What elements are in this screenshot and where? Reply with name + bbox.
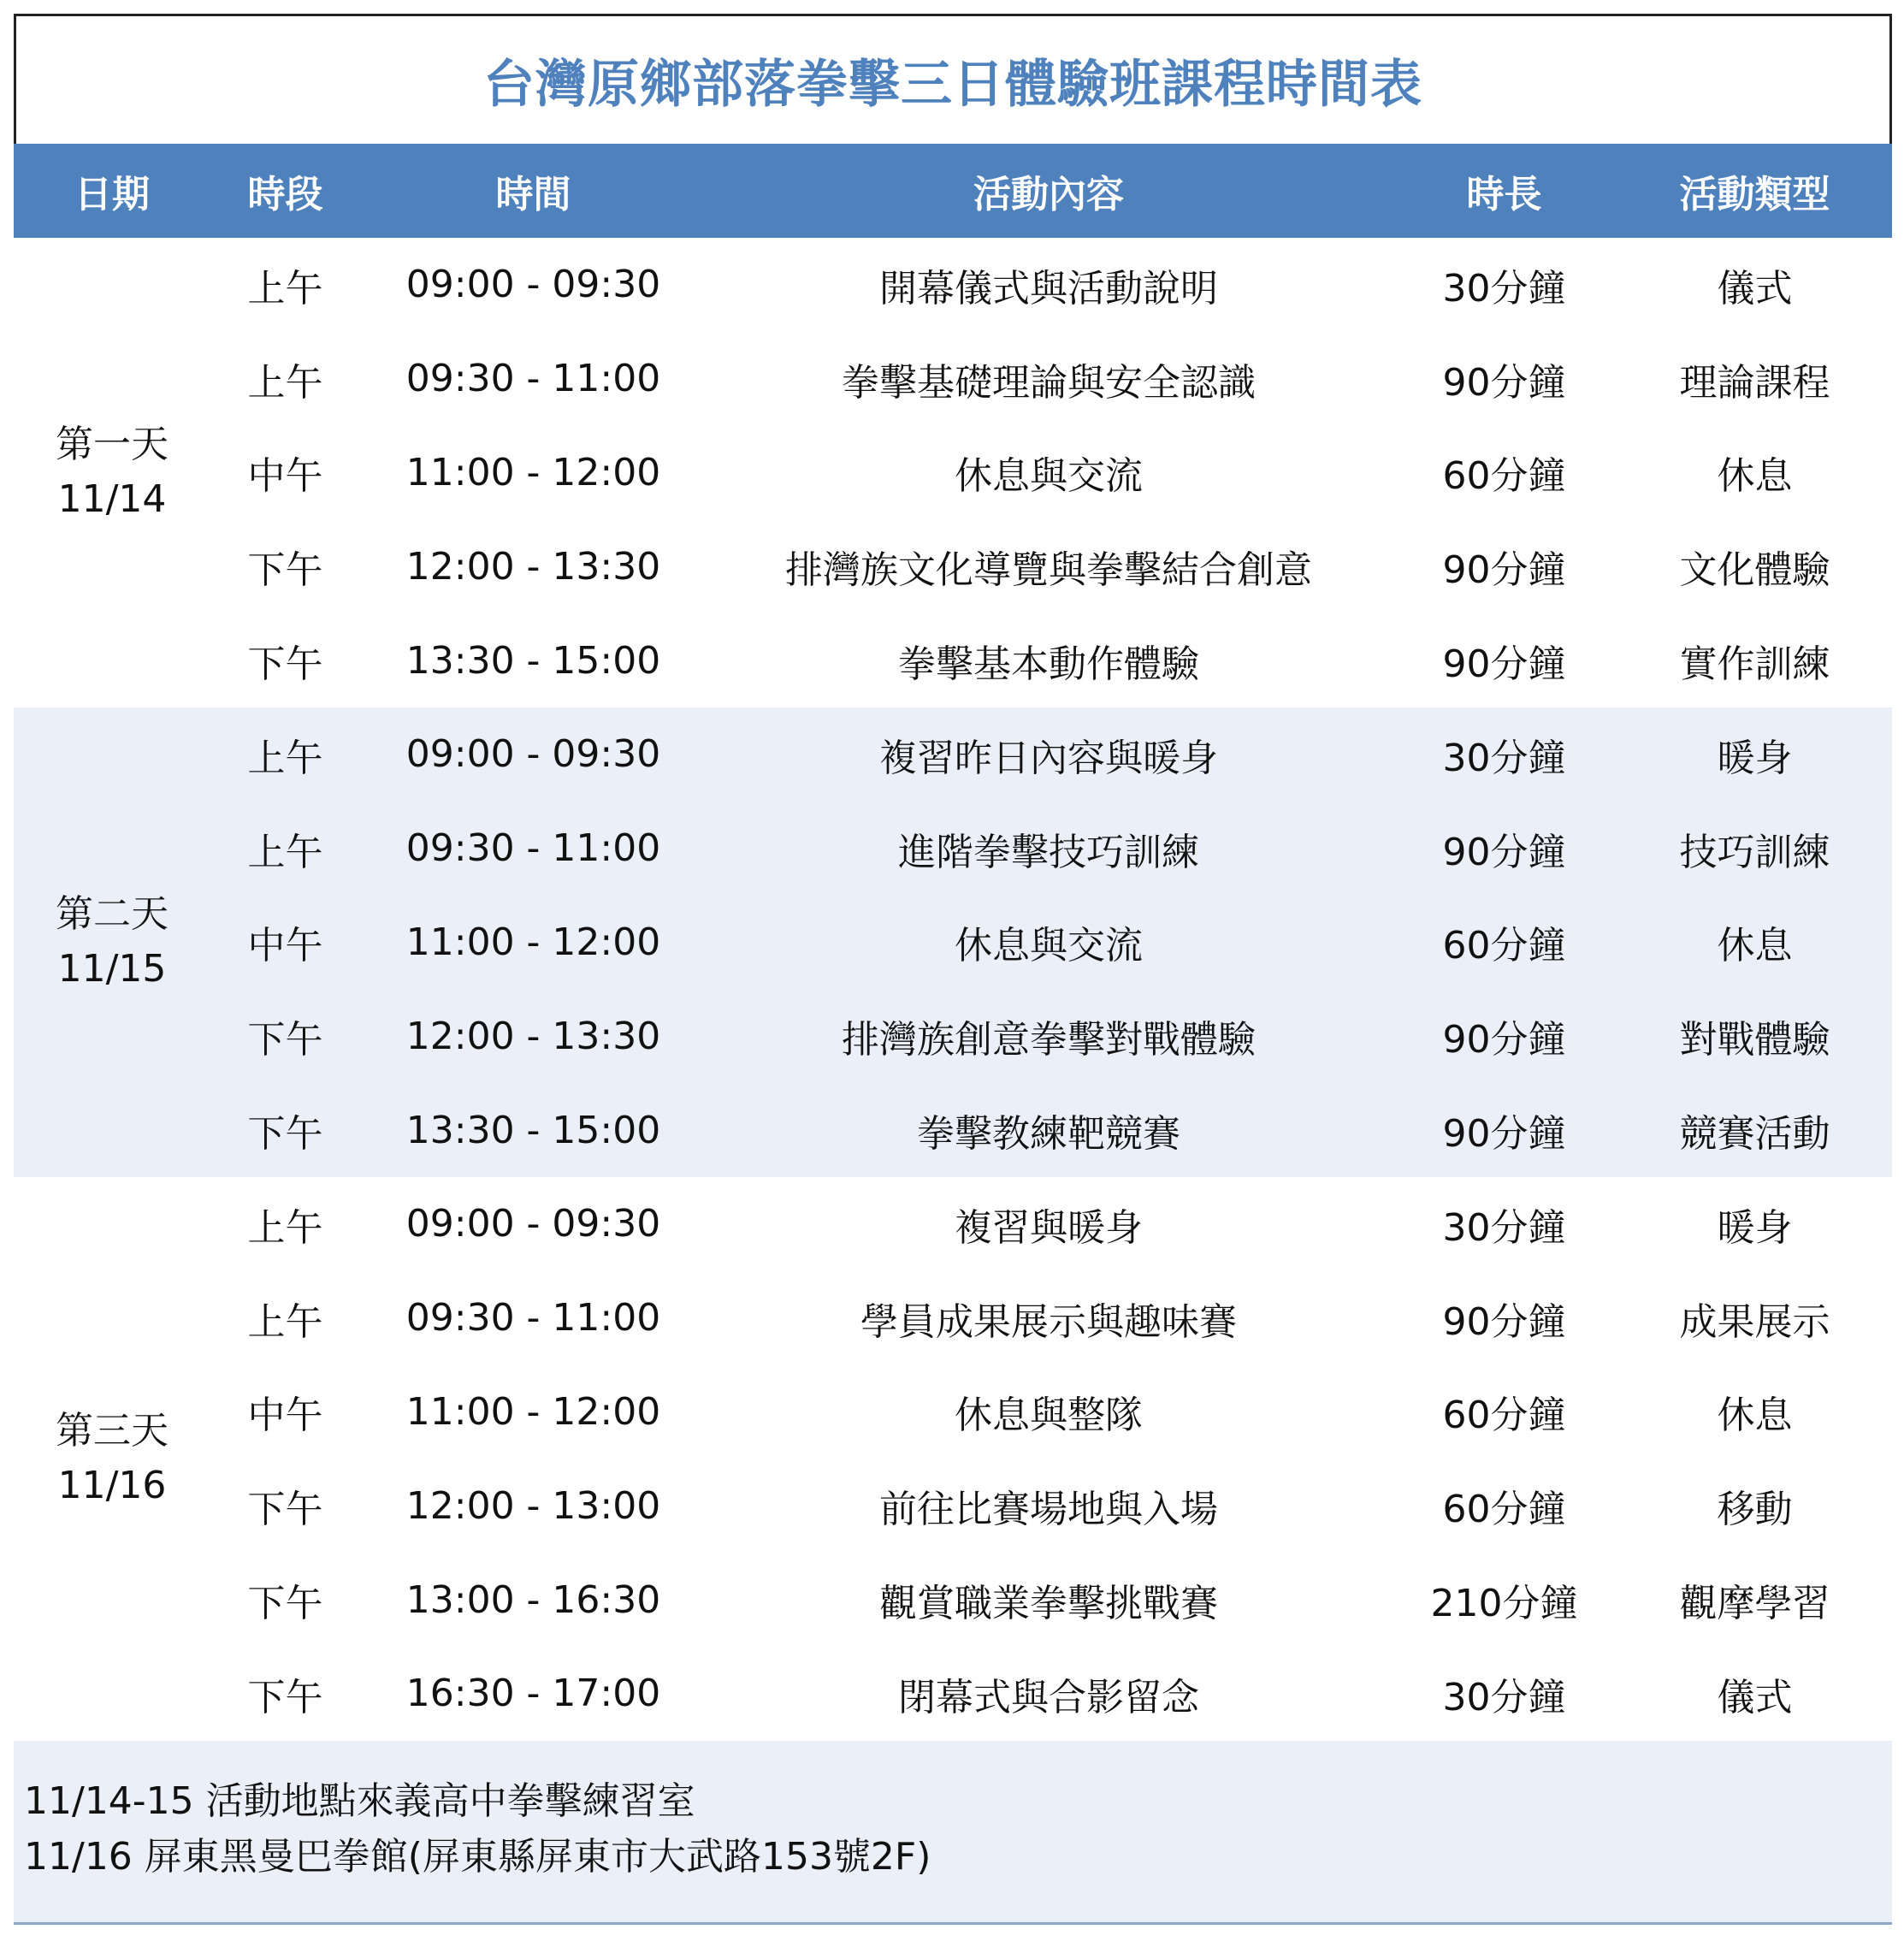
period-cell: 下午: [210, 613, 360, 707]
time-cell: 09:30 - 11:00: [360, 1271, 707, 1365]
period-cell: 下午: [210, 519, 360, 613]
activity-cell: 休息與整隊: [707, 1365, 1391, 1459]
table-row: [14, 1083, 1892, 1177]
time-cell: 09:00 - 09:30: [360, 238, 707, 332]
type-cell: 暖身: [1617, 1177, 1892, 1271]
duration-cell: 30分鐘: [1391, 238, 1617, 332]
notes-box: [14, 1741, 1892, 1925]
type-cell: 儀式: [1617, 1647, 1892, 1741]
table-row: [14, 332, 1892, 426]
duration-cell: 90分鐘: [1391, 613, 1617, 707]
type-cell: 休息: [1617, 426, 1892, 520]
table-row: [14, 426, 1892, 520]
time-cell: 09:30 - 11:00: [360, 332, 707, 426]
type-cell: 競賽活動: [1617, 1083, 1892, 1177]
table-row: [14, 1177, 1892, 1271]
table-row: [14, 896, 1892, 990]
header-time: 時間: [360, 144, 707, 238]
header-duration: 時長: [1391, 144, 1617, 238]
period-cell: 上午: [210, 707, 360, 802]
activity-cell: 學員成果展示與趣味賽: [707, 1271, 1391, 1365]
period-cell: 上午: [210, 802, 360, 896]
duration-cell: 60分鐘: [1391, 426, 1617, 520]
activity-cell: 前往比賽場地與入場: [707, 1459, 1391, 1553]
duration-cell: 60分鐘: [1391, 896, 1617, 990]
type-cell: 成果展示: [1617, 1271, 1892, 1365]
activity-cell: 排灣族創意拳擊對戰體驗: [707, 989, 1391, 1083]
duration-cell: 60分鐘: [1391, 1365, 1617, 1459]
header-type: 活動類型: [1617, 144, 1892, 238]
type-cell: 儀式: [1617, 238, 1892, 332]
type-cell: 理論課程: [1617, 332, 1892, 426]
schedule-sheet: [14, 14, 1892, 1925]
time-cell: 09:30 - 11:00: [360, 802, 707, 896]
type-cell: 對戰體驗: [1617, 989, 1892, 1083]
activity-cell: 開幕儀式與活動說明: [707, 238, 1391, 332]
day-date: 11/14: [57, 477, 167, 522]
type-cell: 實作訓練: [1617, 613, 1892, 707]
duration-cell: 90分鐘: [1391, 519, 1617, 613]
time-cell: 13:30 - 15:00: [360, 613, 707, 707]
duration-cell: 90分鐘: [1391, 989, 1617, 1083]
type-cell: 文化體驗: [1617, 519, 1892, 613]
period-cell: 上午: [210, 332, 360, 426]
time-cell: 09:00 - 09:30: [360, 1177, 707, 1271]
page-title: 台灣原鄉部落拳擊三日體驗班課程時間表: [483, 54, 1422, 115]
time-cell: 09:00 - 09:30: [360, 707, 707, 802]
activity-cell: 休息與交流: [707, 426, 1391, 520]
time-cell: 12:00 - 13:30: [360, 519, 707, 613]
table-row: [14, 1365, 1892, 1459]
day-label: 第一天: [56, 423, 169, 467]
activity-cell: 複習昨日內容與暖身: [707, 707, 1391, 802]
day-label: 第三天: [56, 1409, 169, 1453]
duration-cell: 90分鐘: [1391, 1271, 1617, 1365]
day-group-3: [14, 1177, 1892, 1741]
header-row: [14, 144, 1892, 238]
activity-cell: 拳擊教練靶競賽: [707, 1083, 1391, 1177]
duration-cell: 60分鐘: [1391, 1459, 1617, 1553]
time-cell: 11:00 - 12:00: [360, 426, 707, 520]
time-cell: 13:30 - 15:00: [360, 1083, 707, 1177]
table-row: [14, 1553, 1892, 1647]
activity-cell: 複習與暖身: [707, 1177, 1391, 1271]
day-group-2: [14, 707, 1892, 1177]
table-row: [14, 707, 1892, 802]
type-cell: 移動: [1617, 1459, 1892, 1553]
header-date: 日期: [14, 144, 210, 238]
table-row: [14, 613, 1892, 707]
period-cell: 中午: [210, 1365, 360, 1459]
table-row: [14, 1647, 1892, 1741]
activity-cell: 進階拳擊技巧訓練: [707, 802, 1391, 896]
header-period: 時段: [210, 144, 360, 238]
period-cell: 上午: [210, 1177, 360, 1271]
duration-cell: 30分鐘: [1391, 1647, 1617, 1741]
activity-cell: 拳擊基礎理論與安全認識: [707, 332, 1391, 426]
title-box: [14, 14, 1892, 144]
day-cell: [14, 1177, 210, 1741]
duration-cell: 90分鐘: [1391, 802, 1617, 896]
activity-cell: 拳擊基本動作體驗: [707, 613, 1391, 707]
period-cell: 下午: [210, 1553, 360, 1647]
header-activity: 活動內容: [707, 144, 1391, 238]
day-date: 11/16: [57, 1464, 167, 1508]
type-cell: 暖身: [1617, 707, 1892, 802]
day-label: 第二天: [56, 892, 169, 937]
period-cell: 下午: [210, 1459, 360, 1553]
activity-cell: 排灣族文化導覽與拳擊結合創意: [707, 519, 1391, 613]
schedule-table: [14, 144, 1892, 1741]
type-cell: 觀摩學習: [1617, 1553, 1892, 1647]
day-date: 11/15: [57, 947, 167, 991]
activity-cell: 閉幕式與合影留念: [707, 1647, 1391, 1741]
duration-cell: 30分鐘: [1391, 1177, 1617, 1271]
period-cell: 下午: [210, 989, 360, 1083]
day-group-1: [14, 238, 1892, 707]
table-row: [14, 802, 1892, 896]
period-cell: 中午: [210, 896, 360, 990]
type-cell: 休息: [1617, 1365, 1892, 1459]
activity-cell: 休息與交流: [707, 896, 1391, 990]
duration-cell: 90分鐘: [1391, 1083, 1617, 1177]
duration-cell: 210分鐘: [1391, 1553, 1617, 1647]
activity-cell: 觀賞職業拳擊挑戰賽: [707, 1553, 1391, 1647]
type-cell: 技巧訓練: [1617, 802, 1892, 896]
period-cell: 下午: [210, 1083, 360, 1177]
table-row: [14, 1459, 1892, 1553]
time-cell: 16:30 - 17:00: [360, 1647, 707, 1741]
table-row: [14, 519, 1892, 613]
duration-cell: 90分鐘: [1391, 332, 1617, 426]
time-cell: 12:00 - 13:30: [360, 989, 707, 1083]
note-line: 11/14-15 活動地點來義高中拳擊練習室: [24, 1778, 695, 1823]
period-cell: 下午: [210, 1647, 360, 1741]
note-line: 11/16 屏東黑曼巴拳館(屏東縣屏東市大武路153號2F): [24, 1834, 931, 1879]
day-cell: [14, 707, 210, 1177]
table-row: [14, 989, 1892, 1083]
time-cell: 11:00 - 12:00: [360, 896, 707, 990]
duration-cell: 30分鐘: [1391, 707, 1617, 802]
time-cell: 12:00 - 13:00: [360, 1459, 707, 1553]
type-cell: 休息: [1617, 896, 1892, 990]
time-cell: 11:00 - 12:00: [360, 1365, 707, 1459]
period-cell: 中午: [210, 426, 360, 520]
period-cell: 上午: [210, 238, 360, 332]
table-row: [14, 1271, 1892, 1365]
time-cell: 13:00 - 16:30: [360, 1553, 707, 1647]
table-row: [14, 238, 1892, 332]
period-cell: 上午: [210, 1271, 360, 1365]
day-cell: [14, 238, 210, 707]
